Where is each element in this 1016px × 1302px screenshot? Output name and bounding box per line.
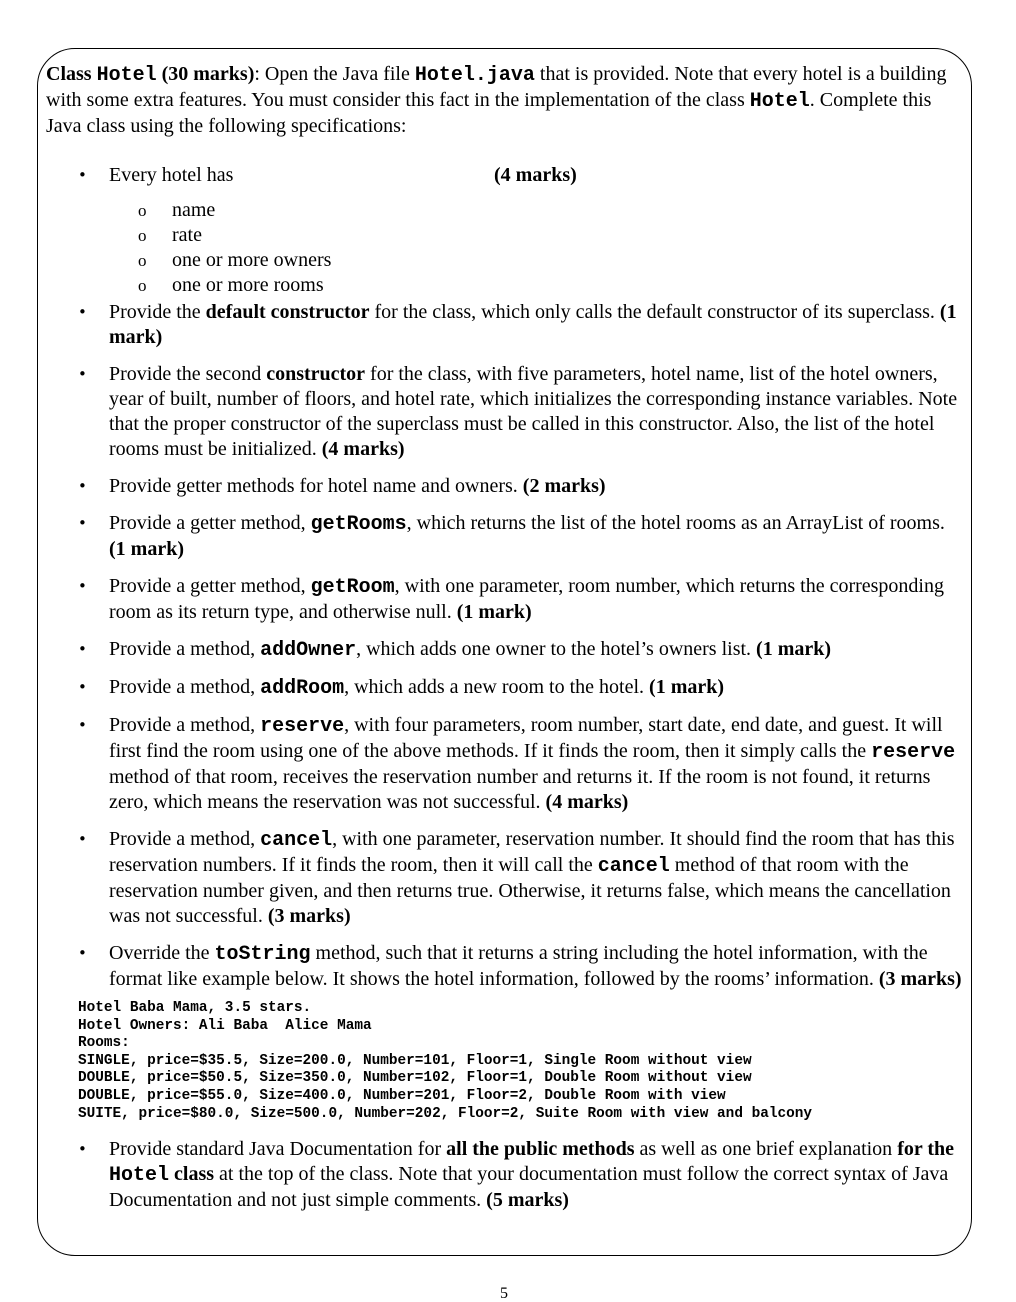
spec-list [46, 163, 968, 1213]
example-line: Hotel Baba Mama, 3.5 stars. [78, 1000, 312, 1016]
spec-item-add-room: • Provide a method, addRoom, which adds a new room to the hotel. (1 mark) [46, 675, 964, 701]
spec-item-cancel: • Provide a method, cancel, with one parameter, reservation number. It should find the room that has this reservation numbers. If it finds the room, then it will call the cancel method of that room with the reservation number given, and then returns true. Otherwise, it returns false, which means the cancellation was not successful. (3 marks) [46, 827, 964, 929]
example-line: DOUBLE, price=$50.5, Size=350.0, Number=102, Floor=1, Double Room without view [78, 1070, 752, 1087]
example-line: SINGLE, price=$35.5, Size=200.0, Number=101, Floor=1, Single Room without view [78, 1052, 752, 1069]
spec-item-attributes: • Every hotel has (4 marks) o name o rate o one or more owners o one or more rooms [46, 163, 964, 298]
attribute-list [109, 198, 964, 298]
tostring-example-output [46, 1000, 964, 1123]
attribute-rate: o rate [109, 223, 964, 248]
example-line: Hotel Owners: Ali Baba Alice Mama [78, 1017, 372, 1034]
spec-item-second-constructor: • Provide the second constructor for the class, with five parameters, hotel name, list of the hotel owners, year of built, number of floors, and hotel rate, which initializes the corresponding instance variables. Note that the proper constructor of the superclass must be called in this constructor. Also, the list of the hotel rooms must be initialized. (4 marks) [46, 362, 964, 462]
example-line: Rooms: [78, 1035, 130, 1052]
spec-item-add-owner: • Provide a method, addOwner, which adds one owner to the hotel’s owners list. (1 mark) [46, 637, 964, 663]
spec-item-getters: • Provide getter methods for hotel name and owners. (2 marks) [46, 474, 964, 499]
spec-item-get-rooms: • Provide a getter method, getRooms, which returns the list of the hotel rooms as an ArrayList of rooms. (1 mark) [46, 511, 964, 562]
page-number: 5 [500, 1285, 508, 1302]
spec-item-default-constructor: • Provide the default constructor for the class, which only calls the default constructor of its superclass. (1 mark) [46, 300, 964, 350]
attribute-name: o name [109, 198, 964, 223]
spec-item-reserve: • Provide a method, reserve, with four parameters, room number, start date, end date, and guest. It will first find the room using one of the above methods. If it finds the room, then it simply calls the reserve method of that room, receives the reservation number and returns it. If the room is not found, it returns zero, which means the reservation was not successful. (4 marks) [46, 713, 964, 815]
spec-item-javadoc: • Provide standard Java Documentation for all the public methods as well as one brief explanation for the Hotel class at the top of the class. Note that your documentation must follow the correct syntax of Java Documentation and not just simple comments. (5 marks) [46, 1137, 964, 1213]
example-line: SUITE, price=$80.0, Size=500.0, Number=202, Floor=2, Suite Room with view and balcony [78, 1105, 813, 1122]
intro-paragraph: Class Hotel (30 marks): Open the Java file Hotel.java that is provided. Note that every hotel is a building with some extra features. You must consider this fact in the implementation of the class Hotel. Complete this Java class using the following specifications: [46, 63, 947, 137]
task-content [46, 62, 968, 1213]
attribute-owners: o one or more owners [109, 248, 964, 273]
example-line: DOUBLE, price=$55.0, Size=400.0, Number=201, Floor=2, Double Room with view [78, 1087, 726, 1104]
spec-item-tostring: • Override the toString method, such that it returns a string including the hotel information, with the format like example below. It shows the hotel information, followed by the rooms’ information. (3 marks) Hotel Baba Mama, 3.5 stars. Hotel Owners: Ali Baba Alice Mama Rooms: SINGLE, price=$35.5, Size=200.0, Number=101, Floor=1, Single Room without view DOUBLE, price=$50.5, Size=350.0, Number=102, Floor=1, Double Room without view DOUBLE, price=$55.0, Size=400.0, Number=201, Floor=2, Double Room with view SUITE, price=$80.0, Size=500.0, Number=202, Floor=2, Suite Room with view and balcony [46, 941, 964, 1123]
attribute-rooms: o one or more rooms [109, 273, 964, 298]
spec-item-get-room: • Provide a getter method, getRoom, with one parameter, room number, which returns the corresponding room as its return type, and otherwise null. (1 mark) [46, 574, 964, 625]
